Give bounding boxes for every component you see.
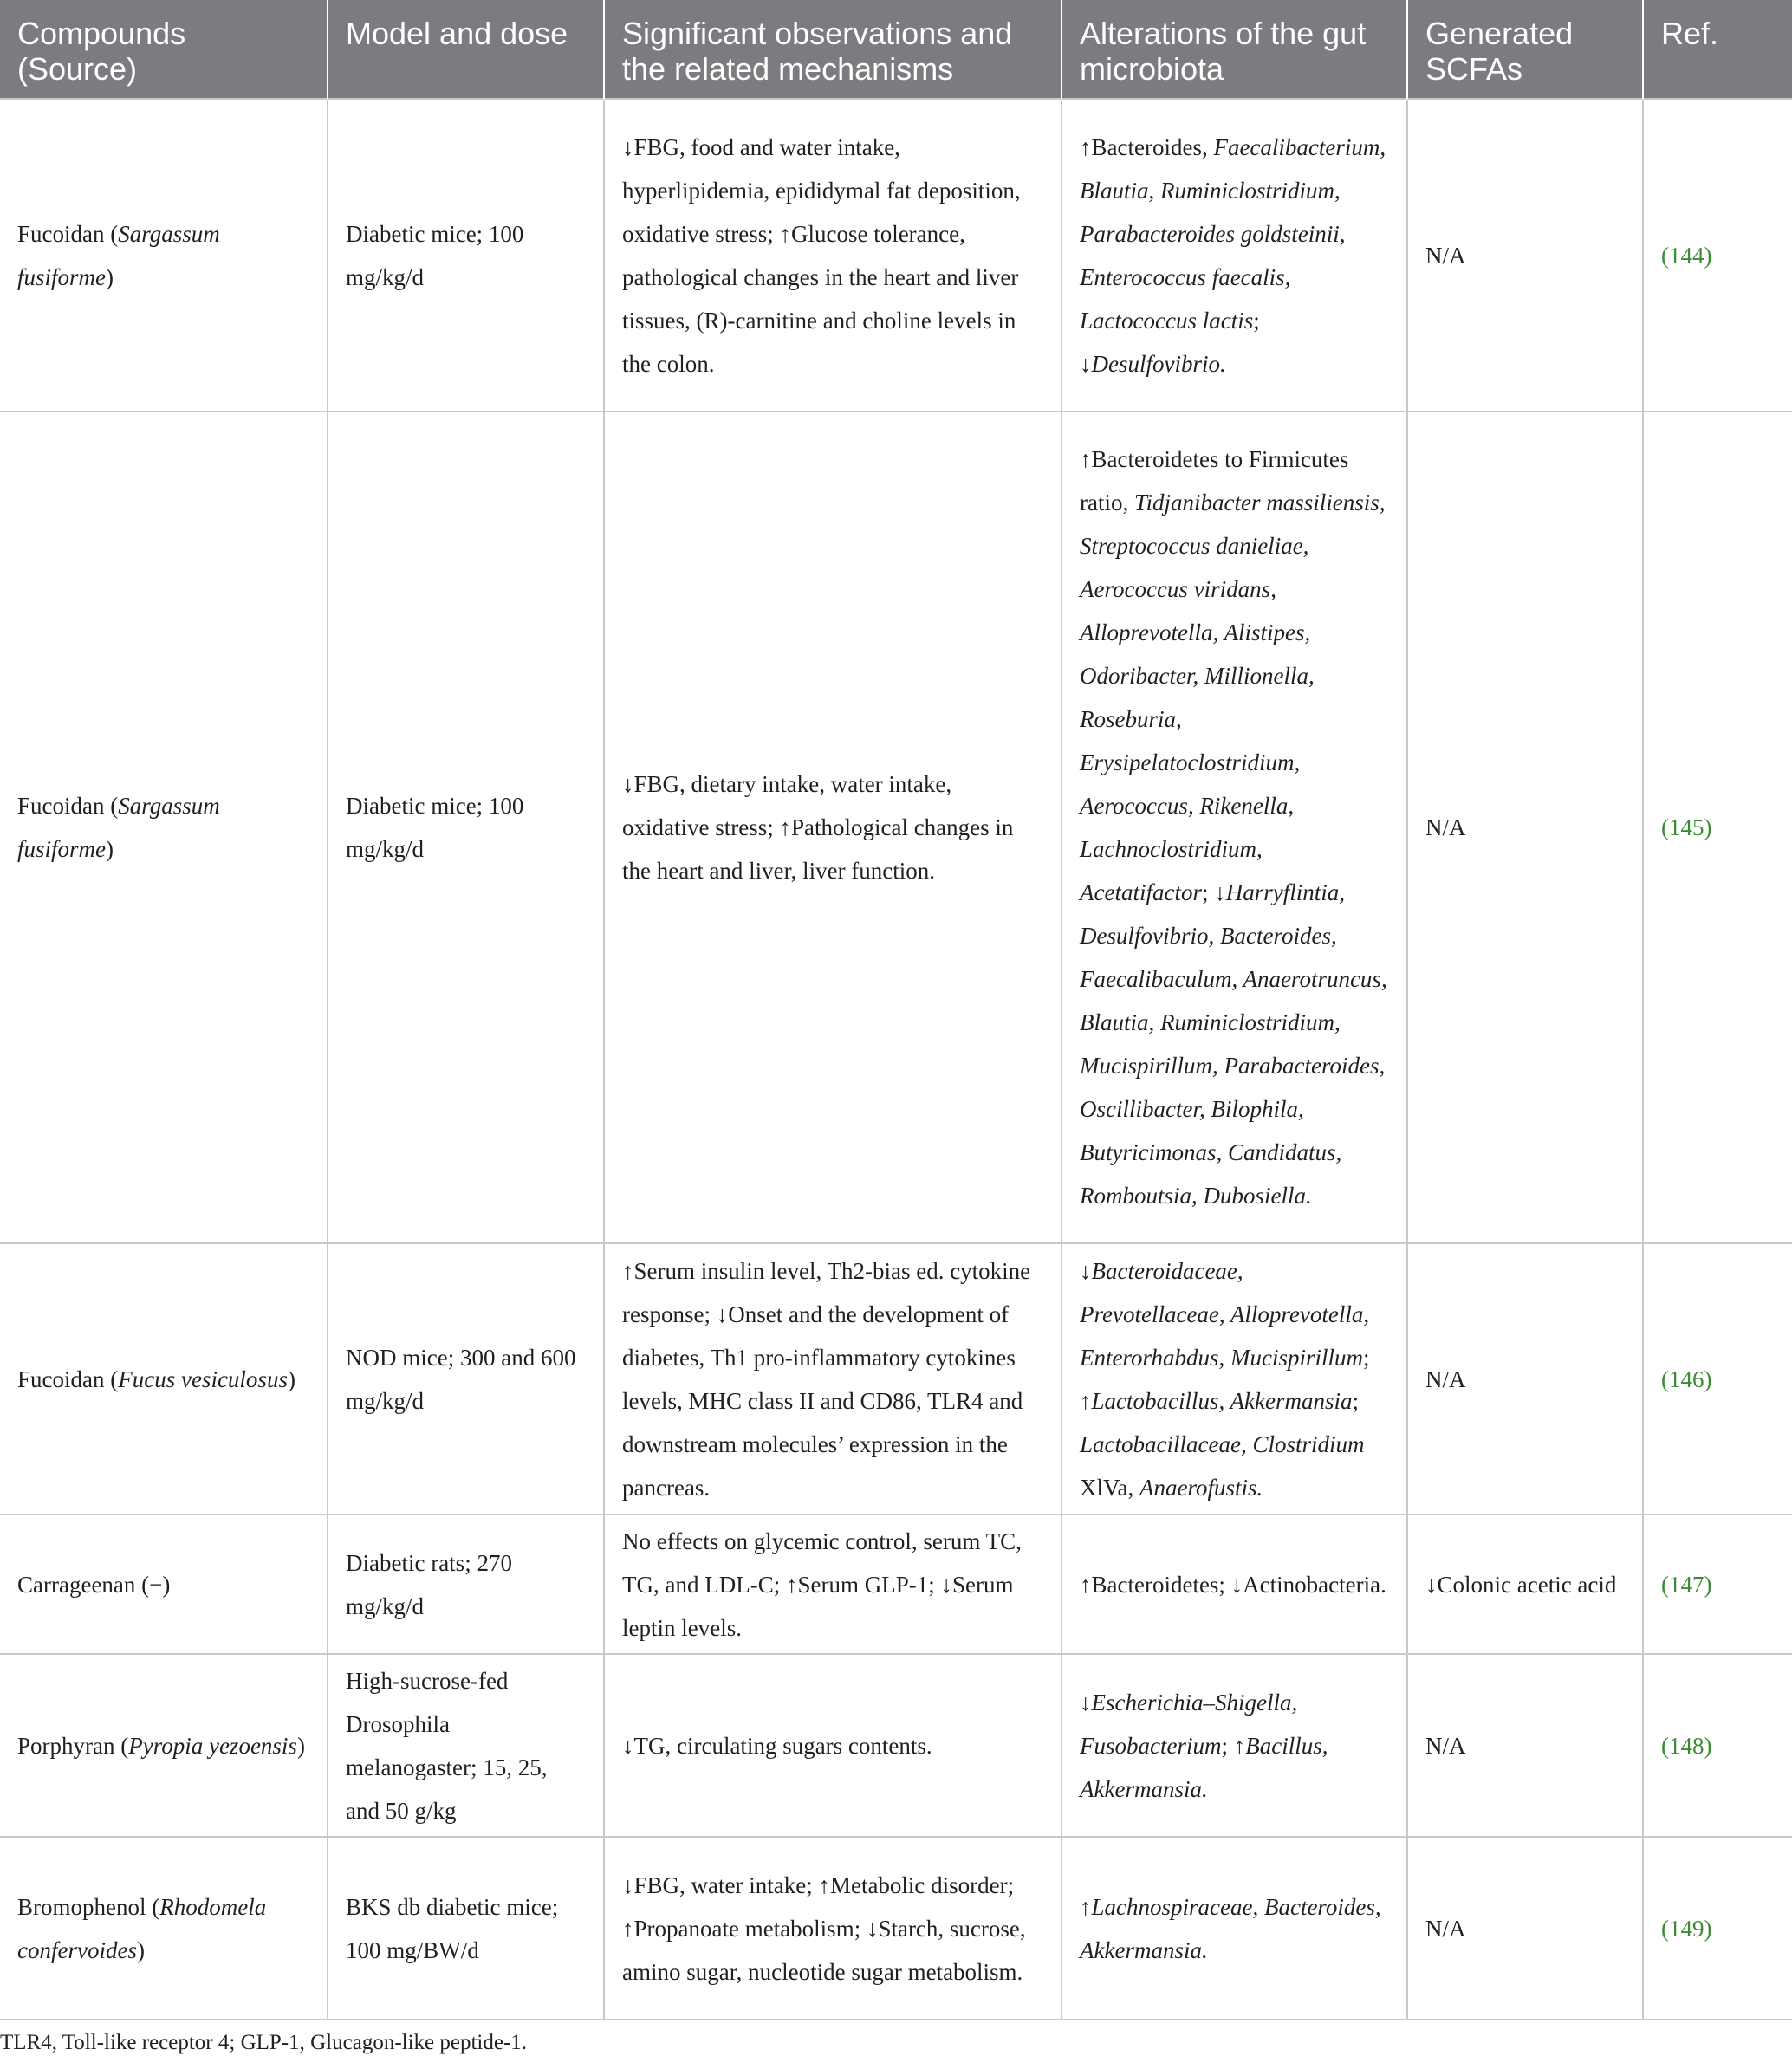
header-observations: Significant observations and the related mechanisms	[604, 0, 1062, 99]
model-cell: Diabetic mice; 100 mg/kg/d	[328, 412, 604, 1243]
scfa-cell: N/A	[1407, 412, 1643, 1243]
table-row	[0, 1514, 1792, 1654]
model-cell: High-sucrose-fed Drosophila melanogaster; 15, 25, and 50 g/kg	[328, 1654, 604, 1837]
compound-cell: Bromophenol (Rhodomela confervoides)	[0, 1837, 328, 2020]
reference-link[interactable]: 148	[1669, 1732, 1704, 1759]
observations-cell: ↑Serum insulin level, Th2-bias ed. cytokine response; ↓Onset and the development of diabetes, Th1 pro-inflammatory cytokines levels, MHC class II and CD86, TLR4 and downstream molecules’ expression in the pancreas.	[604, 1243, 1062, 1514]
model-cell: Diabetic rats; 270 mg/kg/d	[328, 1514, 604, 1654]
reference-link[interactable]: 145	[1669, 814, 1704, 840]
header-compounds: Compounds (Source)	[0, 0, 328, 99]
microbiota-cell: ↑Lachnospiraceae, Bacteroides, Akkermansia.	[1062, 1837, 1407, 2020]
compound-cell: Fucoidan (Fucus vesiculosus)	[0, 1243, 328, 1514]
observations-cell: ↓FBG, food and water intake, hyperlipidemia, epididymal fat deposition, oxidative stress; ↑Glucose tolerance, pathological changes in the heart and liver tissues, (R)-carnitine and choline levels in the colon.	[604, 99, 1062, 412]
microbiota-cell: ↓Escherichia–Shigella, Fusobacterium; ↑Bacillus, Akkermansia.	[1062, 1654, 1407, 1837]
ref-cell: (148)	[1643, 1654, 1792, 1837]
ref-cell: (149)	[1643, 1837, 1792, 2020]
reference-link[interactable]: 144	[1669, 242, 1704, 269]
observations-cell: ↓FBG, water intake; ↑Metabolic disorder; ↑Propanoate metabolism; ↓Starch, sucrose, amino sugar, nucleotide sugar metabolism.	[604, 1837, 1062, 2020]
scfa-cell: ↓Colonic acetic acid	[1407, 1514, 1643, 1654]
table-row	[0, 412, 1792, 1243]
ref-cell: (144)	[1643, 99, 1792, 412]
compound-cell: Fucoidan (Sargassum fusiforme)	[0, 412, 328, 1243]
observations-cell: ↓TG, circulating sugars contents.	[604, 1654, 1062, 1837]
reference-link[interactable]: 146	[1669, 1365, 1704, 1392]
table-row	[0, 99, 1792, 412]
scfa-cell: N/A	[1407, 1654, 1643, 1837]
microbiota-cell: ↑Bacteroidetes; ↓Actinobacteria.	[1062, 1514, 1407, 1654]
model-cell: NOD mice; 300 and 600 mg/kg/d	[328, 1243, 604, 1514]
header-scfas: Generated SCFAs	[1407, 0, 1643, 99]
observations-cell: No effects on glycemic control, serum TC, TG, and LDL-C; ↑Serum GLP-1; ↓Serum leptin levels.	[604, 1514, 1062, 1654]
ref-cell: (146)	[1643, 1243, 1792, 1514]
microbiota-cell: ↑Bacteroides, Faecalibacterium, Blautia, Ruminiclostridium, Parabacteroides goldsteinii, Enterococcus faecalis, Lactococcus lactis; ↓Desulfovibrio.	[1062, 99, 1407, 412]
table-footnote: TLR4, Toll-like receptor 4; GLP-1, Glucagon-like peptide-1.	[0, 2031, 528, 2054]
model-cell: BKS db diabetic mice; 100 mg/BW/d	[328, 1837, 604, 2020]
header-row	[0, 0, 1792, 99]
header-microbiota: Alterations of the gut microbiota	[1062, 0, 1407, 99]
microbiota-cell: ↓Bacteroidaceae, Prevotellaceae, Alloprevotella, Enterorhabdus, Mucispirillum; ↑Lactobacillus, Akkermansia; Lactobacillaceae, Clostridium XlVa, Anaerofustis.	[1062, 1243, 1407, 1514]
scfa-cell: N/A	[1407, 1243, 1643, 1514]
header-model-dose: Model and dose	[328, 0, 604, 99]
model-cell: Diabetic mice; 100 mg/kg/d	[328, 99, 604, 412]
ref-cell: (147)	[1643, 1514, 1792, 1654]
reference-link[interactable]: 149	[1669, 1915, 1704, 1942]
table-row	[0, 1243, 1792, 1514]
header-ref: Ref.	[1643, 0, 1792, 99]
compound-cell: Fucoidan (Sargassum fusiforme)	[0, 99, 328, 412]
scfa-cell: N/A	[1407, 1837, 1643, 2020]
compound-cell: Carrageenan (−)	[0, 1514, 328, 1654]
table-row	[0, 1837, 1792, 2020]
table-row	[0, 1654, 1792, 1837]
reference-link[interactable]: 147	[1669, 1571, 1704, 1598]
microbiota-cell: ↑Bacteroidetes to Firmicutes ratio, Tidjanibacter massiliensis, Streptococcus danieliae, Aerococcus viridans, Alloprevotella, Alistipes, Odoribacter, Millionella, Roseburia, Erysipelatoclostridium, Aerococcus, Rikenella, Lachnoclostridium, Acetatifactor; ↓Harryflintia, Desulfovibrio, Bacteroides, Faecalibaculum, Anaerotruncus, Blautia, Ruminiclostridium, Mucispirillum, Parabacteroides, Oscillibacter, Bilophila, Butyricimonas, Candidatus, Romboutsia, Dubosiella.	[1062, 412, 1407, 1243]
observations-cell: ↓FBG, dietary intake, water intake, oxidative stress; ↑Pathological changes in the heart and liver, liver function.	[604, 412, 1062, 1243]
scfa-cell: N/A	[1407, 99, 1643, 412]
compound-cell: Porphyran (Pyropia yezoensis)	[0, 1654, 328, 1837]
ref-cell: (145)	[1643, 412, 1792, 1243]
